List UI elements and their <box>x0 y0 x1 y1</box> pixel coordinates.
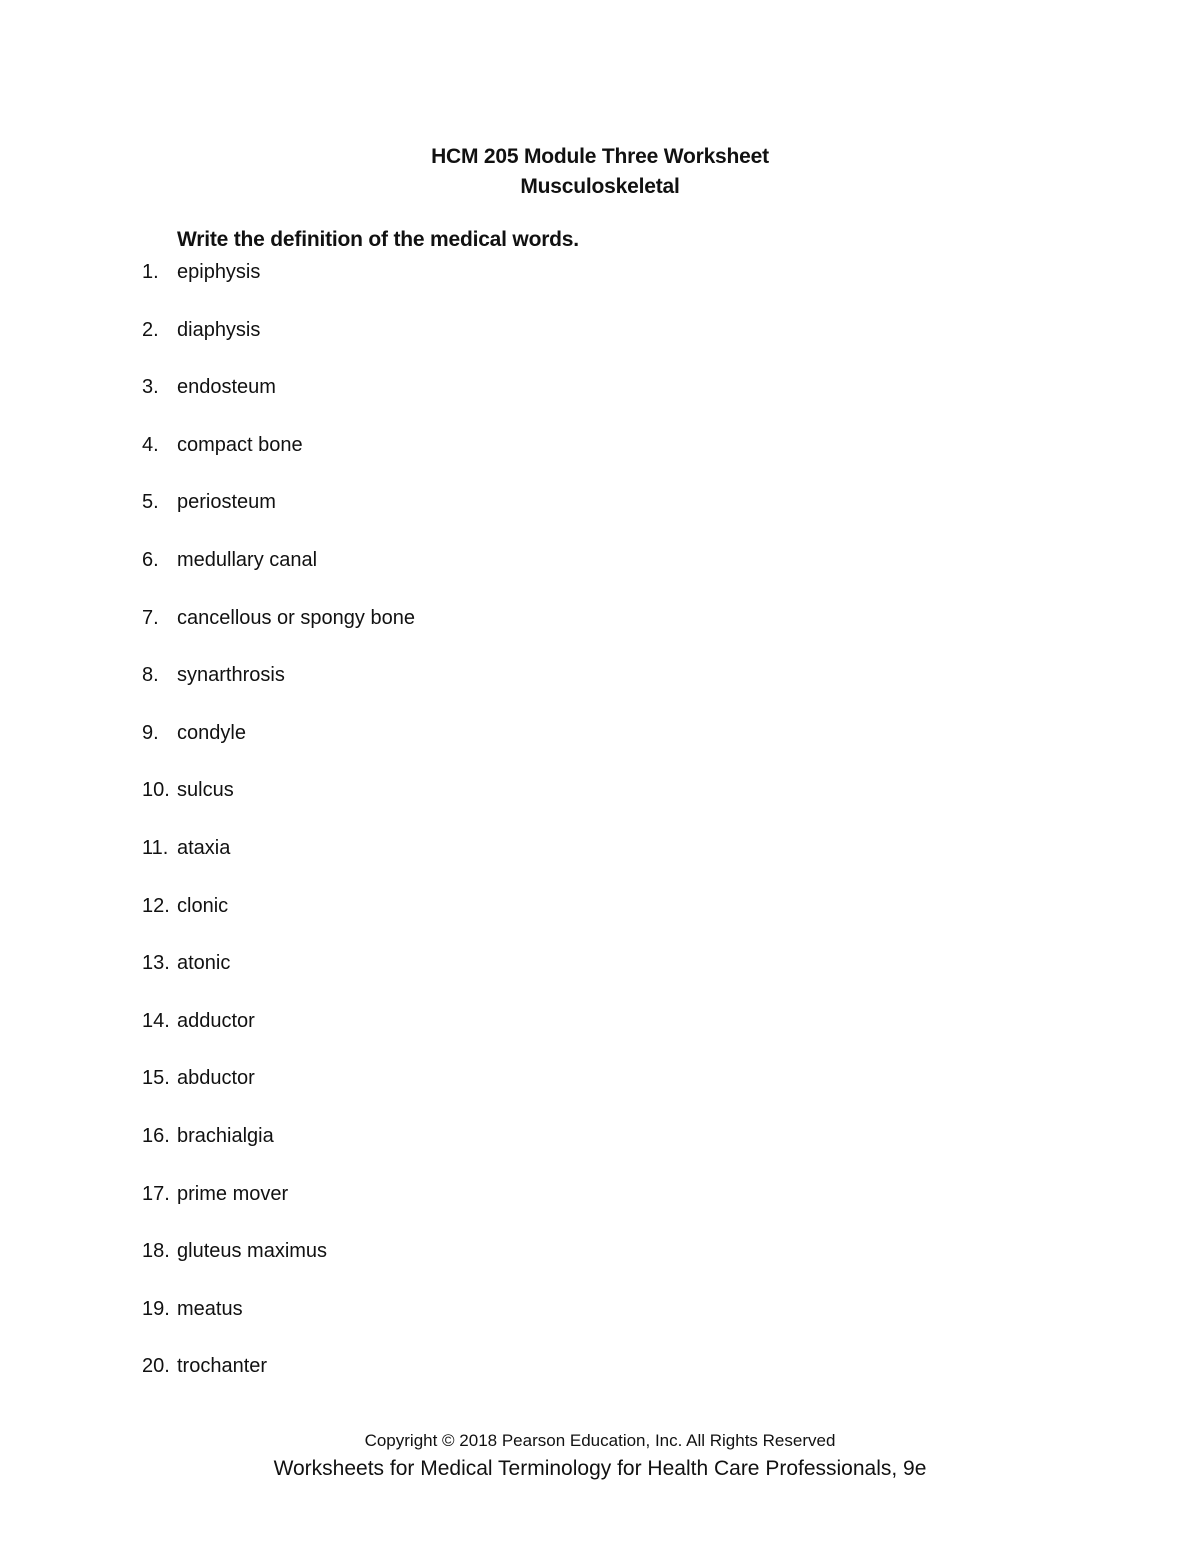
instruction-text: Write the definition of the medical words. <box>177 228 579 251</box>
term-number: 9. <box>142 721 159 744</box>
list-item <box>0 1122 1200 1180</box>
term-word: trochanter <box>177 1355 268 1378</box>
term-word: ataxia <box>177 836 231 859</box>
list-item <box>0 949 1200 1007</box>
list-item <box>0 431 1200 489</box>
term-word: brachialgia <box>177 1124 274 1147</box>
list-item <box>0 488 1200 546</box>
book-title: Worksheets for Medical Terminology for Health Care Professionals, 9e <box>273 1457 927 1480</box>
term-number: 2. <box>142 318 159 341</box>
term-number: 20. <box>142 1355 170 1378</box>
term-number: 14. <box>142 1009 170 1032</box>
list-item <box>0 776 1200 834</box>
term-word: epiphysis <box>177 261 261 283</box>
page-title: HCM 205 Module Three Worksheet <box>431 145 769 168</box>
term-number: 17. <box>142 1182 170 1205</box>
list-item <box>0 546 1200 604</box>
term-number: 18. <box>142 1240 170 1263</box>
term-number: 13. <box>142 952 170 975</box>
term-word: sulcus <box>177 779 234 802</box>
term-list <box>0 258 1200 1410</box>
page-subtitle: Musculoskeletal <box>520 175 680 198</box>
title-block <box>0 142 1200 202</box>
term-word: cancellous or spongy bone <box>177 606 415 629</box>
list-item <box>0 1007 1200 1065</box>
term-word: meatus <box>177 1297 243 1320</box>
term-number: 11. <box>142 836 169 859</box>
term-number: 8. <box>142 664 159 687</box>
term-number: 5. <box>142 491 159 514</box>
term-word: periosteum <box>177 491 276 514</box>
term-word: atonic <box>177 952 231 975</box>
list-item <box>0 834 1200 892</box>
term-word: synarthrosis <box>177 664 285 687</box>
list-item <box>0 373 1200 431</box>
term-number: 19. <box>142 1297 170 1320</box>
list-item <box>0 661 1200 719</box>
term-number: 3. <box>142 376 159 399</box>
term-word: abductor <box>177 1067 255 1090</box>
term-number: 16. <box>142 1124 170 1147</box>
term-number: 4. <box>142 433 159 456</box>
list-item <box>0 1295 1200 1353</box>
list-item <box>0 604 1200 662</box>
term-word: clonic <box>177 894 229 917</box>
term-number: 7. <box>142 606 159 629</box>
term-number: 6. <box>142 548 159 571</box>
term-word: adductor <box>177 1009 255 1032</box>
term-word: prime mover <box>177 1182 289 1205</box>
term-number: 15. <box>142 1067 170 1090</box>
copyright-notice: Copyright © 2018 Pearson Education, Inc. All Rights Reserved <box>364 1431 836 1450</box>
list-item <box>0 1180 1200 1238</box>
list-item <box>0 1352 1200 1410</box>
term-number: 12. <box>142 894 170 917</box>
term-word: medullary canal <box>177 548 318 571</box>
list-item <box>0 1237 1200 1295</box>
term-word: endosteum <box>177 376 276 399</box>
list-item <box>0 316 1200 374</box>
term-number: 10. <box>142 779 170 802</box>
list-item <box>0 1064 1200 1122</box>
page-footer <box>0 1428 1200 1484</box>
term-word: compact bone <box>177 433 303 456</box>
term-word: condyle <box>177 721 246 744</box>
list-item <box>0 892 1200 950</box>
list-item <box>0 258 1200 316</box>
list-item <box>0 719 1200 777</box>
term-word: gluteus maximus <box>177 1240 328 1263</box>
term-word: diaphysis <box>177 318 261 341</box>
term-number: 1. <box>142 261 159 283</box>
